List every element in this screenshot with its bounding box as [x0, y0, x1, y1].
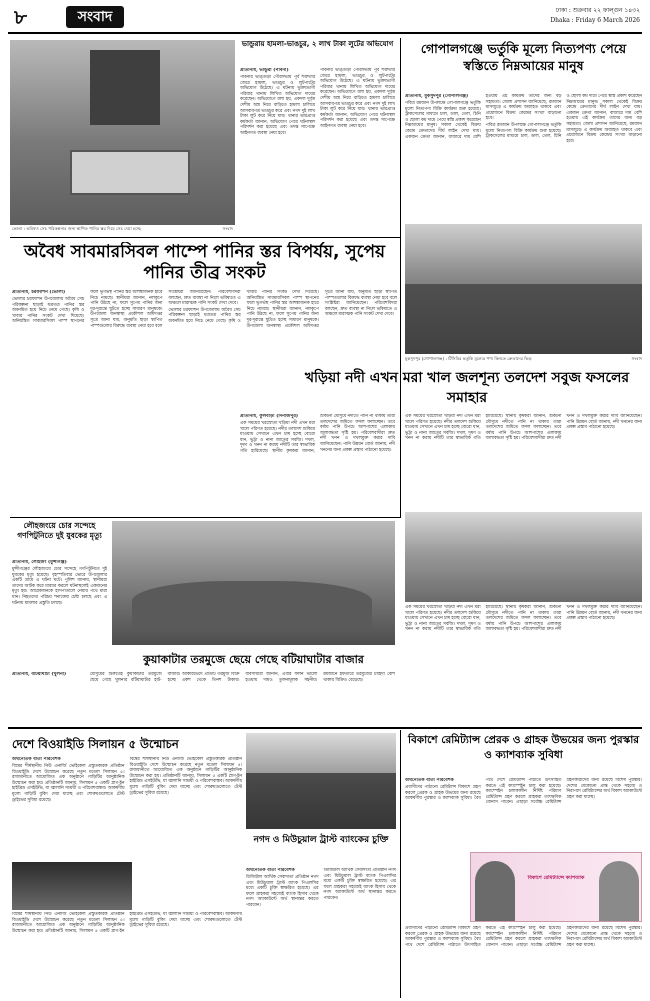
story-body-loha	[12, 560, 107, 662]
byline-wyd: অর্থনৈতিক বার্তা পরিবেশক	[12, 757, 61, 762]
photo-wyd-launch	[12, 862, 132, 910]
body-khoria-2: এক সময়ের খরস্রোতা খড়িয়া নদী এখন মরা খালে পরিণত হয়েছে। নদীর তলদেশ শুকিয়ে যাওয়ায় সেখানে এখন চাষ হচ্ছে বোরো ধান, ভুট্টা ও নানা জাতের সবজি। দখল, দূষণ ও খনন না করায় নদীটি তার স্বাভাবিক গতি হারিয়েছে। স্থানীয় কৃষকরা জানান, শুকনো মৌসুমে নদীতে পানি না থাকায় তারা তলদেশের জমিতে ফসল ফলাচ্ছেন। তবে বর্ষায় পানি উপচে আশপাশের এলাকায় জলাবদ্ধতা সৃষ্টি হয়। পরিবেশবাদীরা দ্রুত নদী খনন ও দখলমুক্ত করার দাবি জানিয়েছেন। পানি উন্নয়ন বোর্ড জানায়, নদী খননের জন্য প্রকল্প প্রস্তাব পাঠানো হয়েছে।	[405, 414, 642, 442]
byline-gopalganj: প্রতিনিধি, মুকসুদপুর (গোপালগঞ্জ)	[405, 94, 469, 99]
story-body-nagad	[246, 868, 396, 996]
story-body-wyd	[12, 757, 242, 857]
headline-khoria: খড়িয়া নদী এখন মরা খাল জলশূন্য তলদেশ সবুজ ফসলের সমাহার	[304, 370, 630, 406]
body-submersible-2: ভোলার চরফ্যাশন উপজেলায় অবৈধ সেচ পরিকল্পনা ছাড়াই যত্রতত্র পানির স্তর অবনমিত হয়ে নিচে নেমে গেছে। কৃষি ও খাবার পানির সংকট দেখা দিয়েছে। অনিয়ন্ত্রিত সাবমারসিবল পাম্প স্থাপনের ফলে ভূগর্ভস্থ পানির স্তর আশঙ্কাজনক হারে নিচে নামছে। স্থানীয়রা জানান, নলকূপে পানি উঠছে না, ফলে সুপেয় পানির জন্য দূর-দূরান্তে ছুটতে হচ্ছে সাধারণ মানুষকে। উপজেলা জনস্বাস্থ্য প্রকৌশল অধিদপ্তর সূত্রে জানা যায়, অনুমতি ছাড়া স্থাপিত পাম্পগুলোর বিরুদ্ধে ব্যবস্থা নেয়া হবে বলে সংশ্লিষ্টরা জানিয়েছেন। পরিবেশবিদরা বলছেন, দ্রুত ব্যবস্থা না নিলে ভবিষ্যতে এ অঞ্চলে মারাত্মক পানি সংকট দেখা দেবে।	[168, 290, 397, 329]
story-body-wyd-bottom	[12, 912, 242, 996]
headline-kuakata: কুয়াকাটার তরমুজে ছেয়ে গেছে বটিয়াঘাটার বাজার	[143, 653, 364, 666]
photo-caption-submersible: ভোলা : ভবিষ্যৎ সেচ পরিকল্পনার জন্য স্থাপিত পানির স্তর দিয়ে সেচ দেয়া হচ্ছে	[12, 226, 141, 231]
byline-submersible: প্রতিনিধি, চরফ্যাশন (ভোলা)	[12, 290, 66, 295]
headline-vandura: ভান্ডুরায় হামলা-ভাঙচুর, ২ লাখ টাকা লুটের অভিযোগ	[241, 40, 394, 48]
body-loha: মুন্সীগঞ্জের লৌহজংয়ে চোর সন্দেহে গণপিটুনিতে দুই যুবকের মৃত্যু হয়েছে। বৃহস্পতিবার ভোরে উপজেলার একটি গ্রামে এ ঘটনা ঘটে। পুলিশ জানায়, স্থানীয়রা তাদের আটক করে মারধর করলে ঘটনাস্থলেই একজনের মৃত্যু হয়। আরেকজনকে হাসপাতালে নেয়ার পথে মারা যান। নিহতদের পরিচয় শনাক্তের চেষ্টা চলছে এবং এ ঘটনায় মামলার প্রস্তুতি চলছে।	[12, 567, 107, 606]
masthead-logo: সংবাদ	[66, 6, 124, 28]
water-tank-shape	[70, 150, 190, 195]
bkash-ad-person-shape	[599, 861, 639, 921]
body-nagad: ডিজিটাল আর্থিক সেবাদাতা প্রতিষ্ঠান নগদ এবং মিউচুয়াল ট্রাস্ট ব্যাংক পিএলসির মধ্যে একটি চুক্তি স্বাক্ষরিত হয়েছে। এর ফলে গ্রাহকরা সহজেই ব্যাংক হিসাব থেকে নগদ অ্যাকাউন্টে অর্থ স্থানান্তর করতে পারবেন।	[246, 875, 319, 908]
body-kuakata: মৌসুমের শুরুতেই কুয়াকাটার তরমুজে ছেয়ে গেছে খুলনার বটিয়াঘাটার হাট-বাজার। আকারভেদে প্রতিটি তরমুজ বিক্রি হচ্ছে একশ থেকে তিনশ টাকায়। ব্যবসায়ীরা জানান, এবার ফলন ভালো হওয়ায় দামও তুলনামূলক সহনীয়। রমজানে ইফতারে তরমুজের চাহিদা বেশি থাকায় বিক্রিও বেড়েছে।	[89, 672, 395, 683]
headline-nagad: নগদ ও মিউচুয়াল ট্রাস্ট ব্যাংকের চুক্তি	[253, 835, 389, 845]
story-body-khoria-mid	[405, 414, 642, 510]
masthead-date-bn: ঢাকা : শুক্রবার ২২ ফাল্গুন ১৪৩২	[555, 7, 640, 14]
column-divider	[400, 730, 401, 998]
story-body-vandura	[240, 68, 395, 234]
body-gopalganj: পবিত্র রমজান উপলক্ষে গোপালগঞ্জে ভর্তুকি মূল্যে নিত্যপণ্য বিক্রি কার্যক্রম শুরু হয়েছে। ট্রাকসেলের মাধ্যমে চাল, ডাল, তেল, চিনি ও ছোলা কম দামে পেয়ে স্বস্তি প্রকাশ করেছেন নিম্নআয়ের মানুষ। সকাল থেকেই বিক্রয় কেন্দ্রে ক্রেতাদের দীর্ঘ লাইন দেখা যায়। একজন ক্রেতা জানান, বাজারে দাম বেশি হওয়ায় এই কার্যক্রম তাদের জন্য বড় সহায়তা। জেলা প্রশাসন জানিয়েছে, রমজান মাসজুড়ে এ কার্যক্রম অব্যাহত থাকবে এবং প্রয়োজনে বিক্রয় কেন্দ্রের সংখ্যা বাড়ানো হবে।	[405, 94, 562, 140]
divider	[10, 517, 400, 518]
photo-caption-gopalganj: মুকসুদপুর (গোপালগঞ্জ) : টিসিবির ভর্তুকি মূল্যের পণ্য কিনতে ক্রেতাদের ভিড়	[405, 356, 532, 361]
byline-loha: প্রতিনিধি, লৌহজং (মুন্সীগঞ্জ)	[12, 560, 67, 565]
bkash-ad-image	[470, 852, 642, 922]
byline-nagad: অর্থনৈতিক বার্তা পরিবেশক	[246, 868, 295, 873]
body-gopalganj-2: পবিত্র রমজান উপলক্ষে গোপালগঞ্জে ভর্তুকি মূল্যে নিত্যপণ্য বিক্রি কার্যক্রম শুরু হয়েছে। ট্রাকসেলের মাধ্যমে চাল, ডাল, তেল, চিনি ও ছোলা কম দামে পেয়ে স্বস্তি প্রকাশ করেছেন নিম্নআয়ের মানুষ। সকাল থেকেই বিক্রয় কেন্দ্রে ক্রেতাদের দীর্ঘ লাইন দেখা যায়। একজন ক্রেতা জানান, বাজারে দাম বেশি হওয়ায় এই কার্যক্রম তাদের জন্য বড় সহায়তা। জেলা প্রশাসন জানিয়েছে, রমজান মাসজুড়ে এ কার্যক্রম অব্যাহত থাকবে এবং প্রয়োজনে বিক্রয় কেন্দ্রের সংখ্যা বাড়ানো হবে।	[485, 94, 642, 144]
headline-bkash: বিকাশে রেমিট্যান্স প্রেরক ও গ্রাহক উভয়ের জন্য পুরস্কার ও ক্যাশব্যাক সুবিধা	[407, 734, 640, 761]
watermelon-pile-shape	[132, 581, 372, 631]
crowd-shape	[405, 284, 642, 354]
story-body-khoria-top	[240, 414, 395, 514]
story-body-kuakata	[12, 672, 395, 724]
body-wyd: বিশ্বের শীর্ষস্থানীয় নিউ এনার্জি ভেহিকেল প্রস্তুতকারক প্রতিষ্ঠান বিওয়াইডি দেশে উন্মোচন করেছে নতুন মডেল সিলায়ন ৫। রাজধানীতে আয়োজিত এক অনুষ্ঠানে গাড়িটির আনুষ্ঠানিক উন্মোচন করা হয়। প্রতিষ্ঠানটি জানায়, সিলায়ন ৫ একটি প্লাগ-ইন হাইব্রিড এসইউভি, যা জ্বালানি সাশ্রয়ী ও পরিবেশবান্ধব। আকর্ষণীয় মূল্যে গাড়িটি বুকিং দেয়া যাচ্ছে এবং শোরুমগুলোতে টেস্ট ড্রাইভের সুবিধা রয়েছে।	[12, 764, 125, 803]
byline-kuakata: প্রতিনিধি, বটিয়াঘাটা (খুলনা)	[12, 672, 67, 677]
people-row-shape	[246, 773, 396, 829]
headline-submersible: অবৈধ সাবমারসিবল পাম্পে পানির স্তর বিপর্যয়, সুপেয় পানির তীব্র সংকট	[23, 242, 386, 283]
body-khoria-1: এক সময়ের খরস্রোতা খড়িয়া নদী এখন মরা খালে পরিণত হয়েছে। নদীর তলদেশ শুকিয়ে যাওয়ায় সেখানে এখন চাষ হচ্ছে বোরো ধান, ভুট্টা ও নানা জাতের সবজি। দখল, দূষণ ও খনন না করায় নদীটি তার স্বাভাবিক গতি হারিয়েছে। স্থানীয় কৃষকরা জানান, শুকনো মৌসুমে নদীতে পানি না থাকায় তারা তলদেশের জমিতে ফসল ফলাচ্ছেন। তবে বর্ষায় পানি উপচে আশপাশের এলাকায় জলাবদ্ধতা সৃষ্টি হয়। পরিবেশবাদীরা দ্রুত নদী খনন ও দখলমুক্ত করার দাবি জানিয়েছেন। পানি উন্নয়ন বোর্ড জানায়, নদী খননের জন্য প্রকল্প প্রস্তাব পাঠানো হয়েছে।	[240, 414, 395, 454]
pump-house-shape	[90, 50, 160, 125]
masthead-rule	[8, 32, 642, 34]
photo-credit-submersible: সংবাদ	[222, 226, 233, 231]
body-vandura-2: পাবনার ভাঙ্গুড়া পৌরসভায় পূর্ব শত্রুতার জেরে হামলা, ভাঙচুর ও লুটপাটের অভিযোগ উঠেছে। এ ঘটনায় ভুক্তভোগী পরিবার থানায় লিখিত অভিযোগ দায়ের করেছেন। অভিযোগে বলা হয়, একদল দুর্বৃত্ত দেশীয় অস্ত্র নিয়ে বাড়িতে হামলা চালিয়ে আসবাবপত্র ভাঙচুর করে এবং নগদ দুই লাখ টাকা লুট করে নিয়ে যায়। থানার ভারপ্রাপ্ত কর্মকর্তা জানান, অভিযোগ পেয়ে ঘটনাস্থল পরিদর্শন করা হয়েছে এবং তদন্ত সাপেক্ষে আইনগত ব্যবস্থা নেয়া হবে।	[320, 68, 395, 129]
body-bkash: প্রবাসীদের পাঠানো রেমিট্যান্স বিকাশে গ্রহণ করলে প্রেরক ও গ্রাহক উভয়ের জন্য রয়েছে আকর্ষণীয় পুরস্কার ও ক্যাশব্যাক সুবিধা। বৈধ পথে দেশে রেমিট্যান্স পাঠাতে উৎসাহিত করতে এই ক্যাম্পেইন চালু করা হয়েছে। ক্যাম্পেইন চলাকালীন নির্দিষ্ট পরিমাণ রেমিট্যান্স গ্রহণ করলে গ্রাহকরা তাৎক্ষণিক বোনাস পাবেন। এছাড়া সর্বোচ্চ রেমিট্যান্স গ্রহণকারীদের জন্য রয়েছে বিশেষ পুরস্কার। দেশের যেকোনো প্রান্ত থেকে সহজে ও নিরাপদে রেমিট্যান্সের অর্থ বিকাশ অ্যাকাউন্টে গ্রহণ করা যাচ্ছে।	[405, 778, 642, 806]
byline-bkash: অর্থনৈতিক বার্তা পরিবেশক	[405, 778, 454, 783]
section-divider	[8, 727, 642, 729]
photo-credit-gopalganj: সংবাদ	[631, 356, 642, 361]
story-body-gopalganj	[405, 94, 642, 222]
byline-vandura: প্রতিনিধি, ভান্ডুরা (পাবনা)	[240, 68, 289, 73]
body-bkash-2: প্রবাসীদের পাঠানো রেমিট্যান্স বিকাশে গ্রহণ করলে প্রেরক ও গ্রাহক উভয়ের জন্য রয়েছে আকর্ষণীয় পুরস্কার ও ক্যাশব্যাক সুবিধা। বৈধ পথে দেশে রেমিট্যান্স পাঠাতে উৎসাহিত করতে এই ক্যাম্পেইন চালু করা হয়েছে। ক্যাম্পেইন চলাকালীন নির্দিষ্ট পরিমাণ রেমিট্যান্স গ্রহণ করলে গ্রাহকরা তাৎক্ষণিক বোনাস পাবেন। এছাড়া সর্বোচ্চ রেমিট্যান্স গ্রহণকারীদের জন্য রয়েছে বিশেষ পুরস্কার। দেশের যেকোনো প্রান্ত থেকে সহজে ও নিরাপদে রেমিট্যান্সের অর্থ বিকাশ অ্যাকাউন্টে গ্রহণ করা যাচ্ছে।	[405, 926, 642, 948]
body-nagad-2: ডিজিটাল আর্থিক সেবাদাতা প্রতিষ্ঠান নগদ এবং মিউচুয়াল ট্রাস্ট ব্যাংক পিএলসির মধ্যে একটি চুক্তি স্বাক্ষরিত হয়েছে। এর ফলে গ্রাহকরা সহজেই ব্যাংক হিসাব থেকে নগদ অ্যাকাউন্টে অর্থ স্থানান্তর করতে পারবেন।	[323, 868, 396, 901]
photo-submersible-pump	[10, 40, 235, 225]
bkash-ad-badge: বিকাশে রেমিট্যান্সে ক্যাশব্যাক	[527, 875, 585, 881]
column-divider	[400, 38, 401, 518]
photo-kuakata-watermelon	[112, 521, 395, 645]
photo-nagad-signing	[246, 733, 396, 829]
bkash-ad-person-shape	[475, 861, 515, 921]
photo-khoria-river	[405, 512, 642, 602]
body-vandura: পাবনার ভাঙ্গুড়া পৌরসভায় পূর্ব শত্রুতার জেরে হামলা, ভাঙচুর ও লুটপাটের অভিযোগ উঠেছে। এ ঘটনায় ভুক্তভোগী পরিবার থানায় লিখিত অভিযোগ দায়ের করেছেন। অভিযোগে বলা হয়, একদল দুর্বৃত্ত দেশীয় অস্ত্র নিয়ে বাড়িতে হামলা চালিয়ে আসবাবপত্র ভাঙচুর করে এবং নগদ দুই লাখ টাকা লুট করে নিয়ে যায়। থানার ভারপ্রাপ্ত কর্মকর্তা জানান, অভিযোগ পেয়ে ঘটনাস্থল পরিদর্শন করা হয়েছে এবং তদন্ত সাপেক্ষে আইনগত ব্যবস্থা নেয়া হবে।	[240, 75, 315, 136]
body-submersible-1: ভোলার চরফ্যাশন উপজেলায় অবৈধ সেচ পরিকল্পনা ছাড়াই যত্রতত্র পানির স্তর অবনমিত হয়ে নিচে নেমে গেছে। কৃষি ও খাবার পানির সংকট দেখা দিয়েছে। অনিয়ন্ত্রিত সাবমারসিবল পাম্প স্থাপনের ফলে ভূগর্ভস্থ পানির স্তর আশঙ্কাজনক হারে নিচে নামছে। স্থানীয়রা জানান, নলকূপে পানি উঠছে না, ফলে সুপেয় পানির জন্য দূর-দূরান্তে ছুটতে হচ্ছে সাধারণ মানুষকে। উপজেলা জনস্বাস্থ্য প্রকৌশল অধিদপ্তর সূত্রে জানা যায়, অনুমতি ছাড়া স্থাপিত পাম্পগুলোর বিরুদ্ধে ব্যবস্থা নেয়া হবে বলে সংশ্লিষ্টরা জানিয়েছেন। পরিবেশবিদরা বলছেন, দ্রুত ব্যবস্থা না নিলে ভবিষ্যতে এ অঞ্চলে মারাত্মক পানি সংকট দেখা দেবে।	[12, 290, 241, 329]
story-body-khoria-bottom	[405, 605, 642, 723]
masthead-date-en: Dhaka : Friday 6 March 2026	[550, 17, 640, 24]
photo-gopalganj-crowd	[405, 224, 642, 354]
body-wyd-2: বিশ্বের শীর্ষস্থানীয় নিউ এনার্জি ভেহিকেল প্রস্তুতকারক প্রতিষ্ঠান বিওয়াইডি দেশে উন্মোচন করেছে নতুন মডেল সিলায়ন ৫। রাজধানীতে আয়োজিত এক অনুষ্ঠানে গাড়িটির আনুষ্ঠানিক উন্মোচন করা হয়। প্রতিষ্ঠানটি জানায়, সিলায়ন ৫ একটি প্লাগ-ইন হাইব্রিড এসইউভি, যা জ্বালানি সাশ্রয়ী ও পরিবেশবান্ধব। আকর্ষণীয় মূল্যে গাড়িটি বুকিং দেয়া যাচ্ছে এবং শোরুমগুলোতে টেস্ট ড্রাইভের সুবিধা রয়েছে।	[129, 757, 242, 796]
story-body-bkash-bottom	[405, 926, 642, 996]
page-number: ৮	[14, 5, 27, 29]
headline-loha: লৌহজংয়ে চোর সন্দেহে গণপিটুনিতে দুই যুবকের মৃত্যু	[17, 521, 102, 540]
headline-gopalganj: গোপালগঞ্জে ভর্তুকি মূল্যে নিত্যপণ্য পেয়ে স্বস্তিতে নিম্নআয়ের মানুষ	[420, 41, 627, 73]
story-body-bkash	[405, 778, 642, 850]
byline-khoria: প্রতিনিধি, ফুলবাড়ী (দিনাজপুর)	[240, 414, 299, 419]
body-wyd-3: বিশ্বের শীর্ষস্থানীয় নিউ এনার্জি ভেহিকেল প্রস্তুতকারক প্রতিষ্ঠান বিওয়াইডি দেশে উন্মোচন করেছে নতুন মডেল সিলায়ন ৫। রাজধানীতে আয়োজিত এক অনুষ্ঠানে গাড়িটির আনুষ্ঠানিক উন্মোচন করা হয়। প্রতিষ্ঠানটি জানায়, সিলায়ন ৫ একটি প্লাগ-ইন হাইব্রিড এসইউভি, যা জ্বালানি সাশ্রয়ী ও পরিবেশবান্ধব। আকর্ষণীয় মূল্যে গাড়িটি বুকিং দেয়া যাচ্ছে এবং শোরুমগুলোতে টেস্ট ড্রাইভের সুবিধা রয়েছে।	[12, 912, 242, 934]
body-khoria-3: এক সময়ের খরস্রোতা খড়িয়া নদী এখন মরা খালে পরিণত হয়েছে। নদীর তলদেশ শুকিয়ে যাওয়ায় সেখানে এখন চাষ হচ্ছে বোরো ধান, ভুট্টা ও নানা জাতের সবজি। দখল, দূষণ ও খনন না করায় নদীটি তার স্বাভাবিক গতি হারিয়েছে। স্থানীয় কৃষকরা জানান, শুকনো মৌসুমে নদীতে পানি না থাকায় তারা তলদেশের জমিতে ফসল ফলাচ্ছেন। তবে বর্ষায় পানি উপচে আশপাশের এলাকায় জলাবদ্ধতা সৃষ্টি হয়। পরিবেশবাদীরা দ্রুত নদী খনন ও দখলমুক্ত করার দাবি জানিয়েছেন। পানি উন্নয়ন বোর্ড জানায়, নদী খননের জন্য প্রকল্প প্রস্তাব পাঠানো হয়েছে।	[405, 605, 642, 633]
divider	[10, 237, 400, 238]
headline-wyd: দেশে বিওয়াইডি সিলায়ন ৫ উন্মোচন	[12, 737, 179, 751]
